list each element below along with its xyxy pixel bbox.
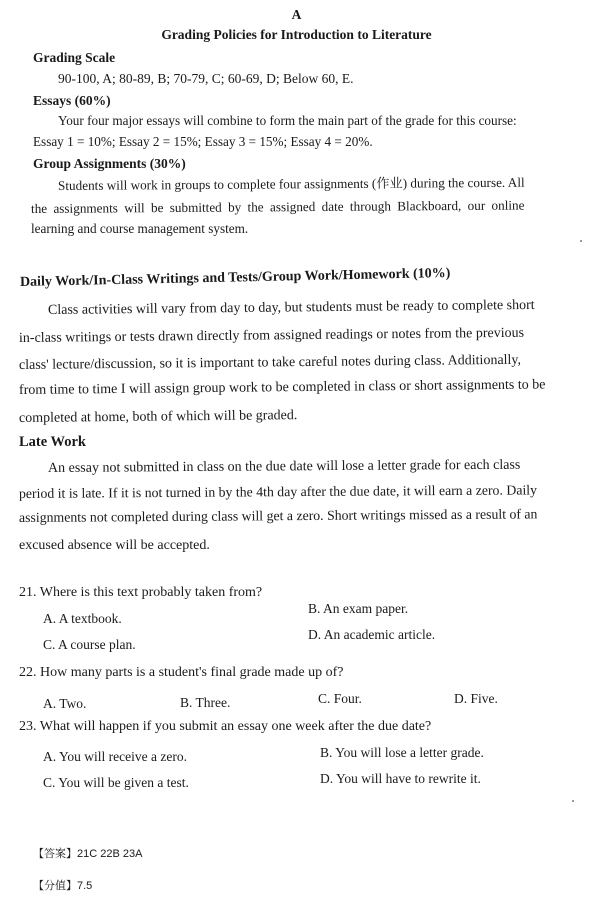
group-line-2: the assignments will be submitted by the assigned date through Blackboard, our online <box>30 197 525 216</box>
question-21-option-b[interactable]: B. An exam paper. <box>308 601 409 616</box>
late-work-heading: Late Work <box>19 434 86 450</box>
question-23-stem: 23. What will happen if you submit an essay one week after the due date? <box>19 719 432 734</box>
question-21-stem: 21. Where is this text probably taken from? <box>19 585 263 600</box>
question-21-option-c[interactable]: C. A course plan. <box>43 637 136 652</box>
score-value: 【分值】7.5 <box>33 880 93 892</box>
question-22-option-c[interactable]: C. Four. <box>318 691 362 706</box>
section-letter: A <box>291 7 302 22</box>
daily-heading: Daily Work/In-Class Writings and Tests/Group Work/Homework (10%) <box>19 265 451 290</box>
daily-line-5: completed at home, both of which will be graded. <box>18 408 298 426</box>
group-heading: Group Assignments (30%) <box>33 156 186 171</box>
question-22-option-a[interactable]: A. Two. <box>43 696 87 711</box>
question-22-option-b[interactable]: B. Three. <box>180 695 231 710</box>
question-22-option-d[interactable]: D. Five. <box>454 691 498 706</box>
scan-speck <box>580 240 582 242</box>
late-line-4: excused absence will be accepted. <box>19 538 210 553</box>
group-line-1: Students will work in groups to complete four assignments (作业) during the course. All <box>57 174 525 193</box>
question-23-option-a[interactable]: A. You will receive a zero. <box>43 749 187 764</box>
daily-line-1: Class activities will vary from day to day, but students must be ready to complete short <box>47 297 535 318</box>
grading-scale-text: 90-100, A; 80-89, B; 70-79, C; 60-69, D; Below 60, E. <box>58 71 354 86</box>
scan-speck <box>572 800 574 802</box>
question-22-stem: 22. How many parts is a student's final grade made up of? <box>19 665 344 680</box>
essays-line-1: Your four major essays will combine to form the main part of the grade for this course: <box>58 113 517 128</box>
question-23-option-c[interactable]: C. You will be given a test. <box>43 775 189 790</box>
question-21-option-a[interactable]: A. A textbook. <box>43 611 122 626</box>
question-23-option-b[interactable]: B. You will lose a letter grade. <box>320 745 484 760</box>
daily-line-3: class' lecture/discussion, so it is important to take careful notes during class. Additionally, <box>18 352 522 373</box>
daily-line-4: from time to time I will assign group work to be completed in class or short assignments to be <box>18 377 546 398</box>
late-line-3: assignments not completed during class will get a zero. Short writings missed as a result of an <box>18 506 538 525</box>
late-line-2: period it is late. If it is not turned in by the 4th day after the due date, it will earn a zero. Daily <box>18 482 538 501</box>
answer-key: 【答案】21C 22B 23A <box>33 848 143 860</box>
essays-line-2: Essay 1 = 10%; Essay 2 = 15%; Essay 3 = 15%; Essay 4 = 20%. <box>33 134 373 149</box>
late-line-1: An essay not submitted in class on the due date will lose a letter grade for each class <box>47 457 521 476</box>
question-23-option-d[interactable]: D. You will have to rewrite it. <box>320 771 481 786</box>
essays-heading: Essays (60%) <box>33 93 111 108</box>
grading-scale-heading: Grading Scale <box>33 50 116 65</box>
question-21-option-d[interactable]: D. An academic article. <box>308 627 436 642</box>
page-title: Grading Policies for Introduction to Literature <box>161 27 432 42</box>
daily-line-2: in-class writings or tests drawn directly from assigned readings or notes from the previous <box>18 325 525 346</box>
group-line-3: learning and course management system. <box>31 221 249 236</box>
